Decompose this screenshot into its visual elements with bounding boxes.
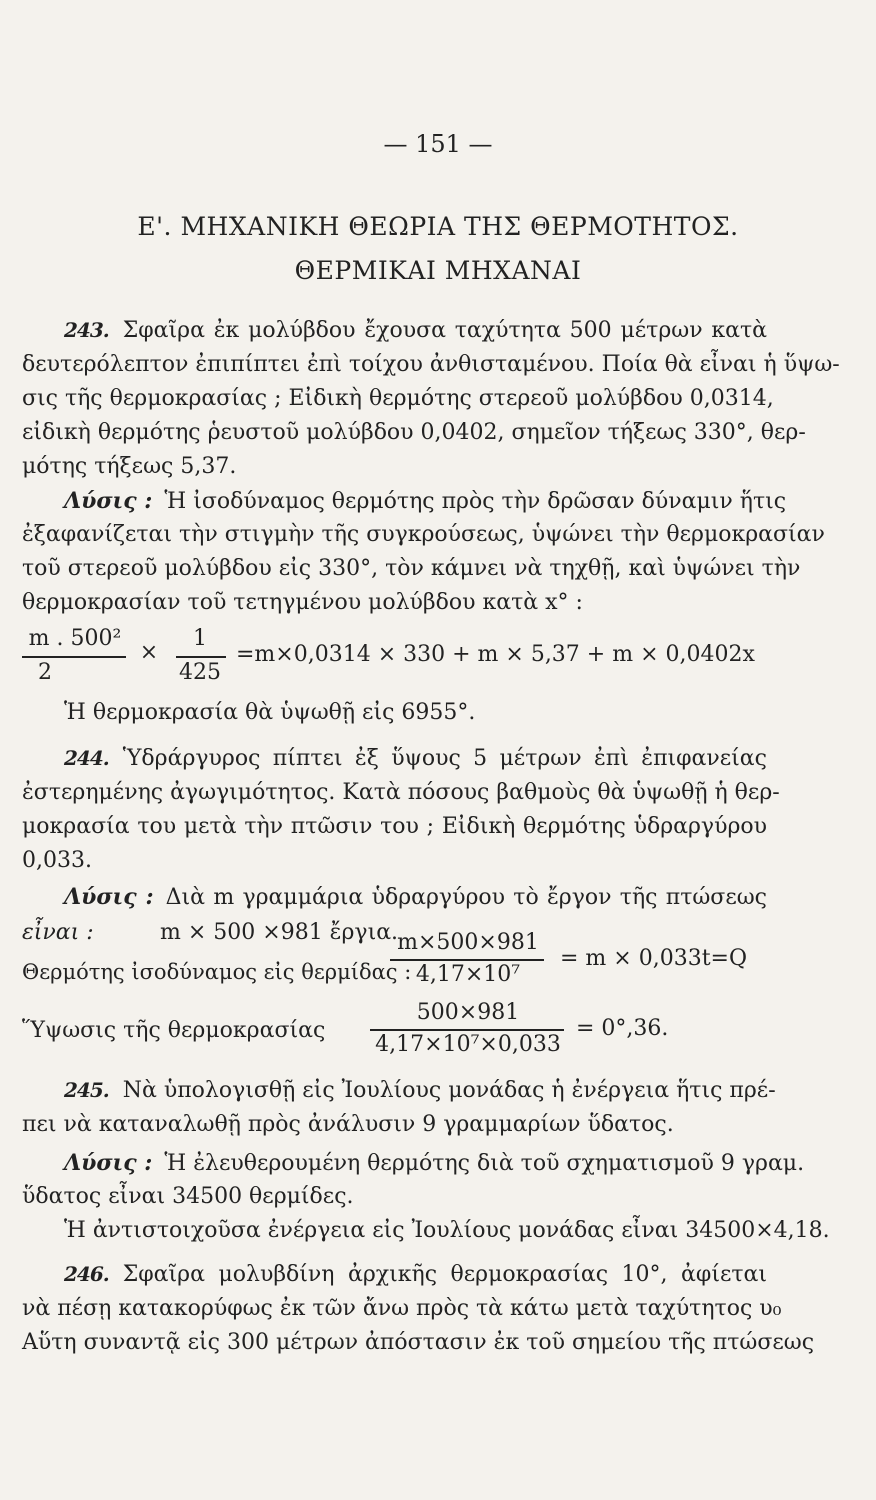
eq244-1-label: Θερμότης ἰσοδύναμος εἰς θερμίδας : [22,960,412,984]
problem-244-line-4: 0,033. [22,848,92,873]
solution-243-line-2: ἐξαφανίζεται τὴν στιγμὴν τῆς συγκρούσεως, ὑψώνει τὴν θερμοκρασίαν [22,522,825,547]
solution-243-line-3: τοῦ στερεοῦ μολύβδου εἰς 330°, τὸν κάμνει νὰ τηχθῇ, καὶ ὑψώνει τὴν [22,556,801,581]
problem-246-line-2: νὰ πέσῃ κατακορύφως ἐκ τῶν ἄνω πρὸς τὰ κάτω μετὰ ταχύτητος υ₀ [22,1296,782,1321]
solution-243-line-4: θερμοκρασίαν τοῦ τετηγμένου μολύβδου κατὰ x° : [22,590,583,615]
solution-245-line-3: Ἡ ἀντιστοιχοῦσα ἐνέργεια εἰς Ἰουλίους μονάδας εἶναι 34500×4,18. [64,1218,830,1243]
solution-label: Λύσις : [64,1150,153,1176]
eq244-1-rest: = m × 0,033t=Q [560,946,747,971]
solution-244-line-1: Λύσις : Διὰ m γραμμάρια ὑδραργύρου τὸ ἔργον τῆς πτώσεως [64,884,767,910]
eq243-fraction-bar-2 [176,656,226,658]
eq243-rest: =m×0,0314 × 330 + m × 5,37 + m × 0,0402x [236,642,755,667]
eq244-1-fraction-bar [390,959,544,961]
solution-label: Λύσις : [64,488,153,514]
problem-244-line-3: μοκρασία του μετὰ τὴν πτῶσιν του ; Εἰδικὴ θερμότης ὑδραργύρου [22,814,767,839]
problem-244-number: 244. [64,746,109,770]
problem-244-line-1: 244. Ὑδράργυρος πίπτει ἐξ ὕψους 5 μέτρων ἐπὶ ἐπιφανείας [64,746,767,771]
problem-243-line-5: μότης τήξεως 5,37. [22,454,237,479]
problem-243-number: 243. [64,318,109,342]
solution-245-line-2: ὕδατος εἶναι 34500 θερμίδες. [22,1184,354,1209]
eq243-numerator-1: m . 500² [28,626,122,651]
eq243-numerator-2: 1 [193,626,207,651]
problem-243-line-4: εἰδικὴ θερμότης ῥευστοῦ μολύβδου 0,0402, σημεῖον τήξεως 330°, θερ- [22,420,806,445]
solution-245-line-1: Λύσις : Ἡ ἐλευθερουμένη θερμότης διὰ τοῦ σχηματισμοῦ 9 γραμ. [64,1150,805,1176]
eq243-times: × [139,640,159,665]
problem-246-number: 246. [64,1262,109,1286]
problem-243-line-1: 243. Σφαῖρα ἐκ μολύβδου ἔχουσα ταχύτητα 500 μέτρων κατὰ [64,318,767,343]
problem-245-line-2: πει νὰ καταναλωθῇ πρὸς ἀνάλυσιν 9 γραμμαρίων ὕδατος. [22,1112,674,1137]
eq243-denominator-2: 425 [179,660,221,685]
eq243-denominator-1: 2 [38,660,52,685]
eq244-2-label: Ὕψωσις τῆς θερμοκρασίας [22,1018,326,1043]
eq244-2-fraction-bar [370,1029,564,1031]
eq244-2-rest: = 0°,36. [576,1016,669,1041]
problem-246-line-1: 246. Σφαῖρα μολυβδίνη ἀρχικῆς θερμοκρασίας 10°, ἀφίεται [64,1262,767,1287]
problem-243-line-3: σις τῆς θερμοκρασίας ; Εἰδικὴ θερμότης στερεοῦ μολύβδου 0,0314, [22,386,774,411]
chapter-heading: Ε'. ΜΗΧΑΝΙΚΗ ΘΕΩΡΙΑ ΤΗΣ ΘΕΡΜΟΤΗΤΟΣ. [137,212,739,241]
problem-246-line-3: Αὕτη συναντᾷ εἰς 300 μέτρων ἀπόστασιν ἐκ τοῦ σημείου τῆς πτώσεως [22,1330,815,1355]
solution-243-result: Ἡ θερμοκρασία θὰ ὑψωθῇ εἰς 6955°. [64,700,476,725]
problem-243-line-2: δευτερόλεπτον ἐπιπίπτει ἐπὶ τοίχου ἀνθισταμένου. Ποία θὰ εἶναι ἡ ὕψω- [22,352,840,377]
page-number: — 151 — [383,130,493,158]
eq244-2-numerator: 500×981 [416,1000,520,1025]
problem-245-line-1: 245. Νὰ ὑπολογισθῇ εἰς Ἰουλίους μονάδας ἡ ἐνέργεια ἥτις πρέ- [64,1078,776,1103]
solution-244-line-2: εἶναι : m × 500 ×981 ἔργια. [22,920,399,945]
eq244-2-denominator: 4,17×10⁷×0,033 [375,1032,561,1057]
problem-245-number: 245. [64,1078,109,1102]
eq244-1-denominator: 4,17×10⁷ [415,962,521,987]
solution-label: Λύσις : [64,884,154,910]
eq244-1-numerator: m×500×981 [397,930,539,955]
solution-243-line-1: Λύσις : Ἡ ἰσοδύναμος θερμότης πρὸς τὴν δρῶσαν δύναμιν ἥτις [64,488,787,514]
problem-244-line-2: ἐστερημένης ἀγωγιμότητος. Κατὰ πόσους βαθμοὺς θὰ ὑψωθῇ ἡ θερ- [22,780,780,805]
eq243-fraction-bar-1 [22,656,126,658]
chapter-subheading: ΘΕΡΜΙΚΑΙ ΜΗΧΑΝΑΙ [294,256,582,285]
